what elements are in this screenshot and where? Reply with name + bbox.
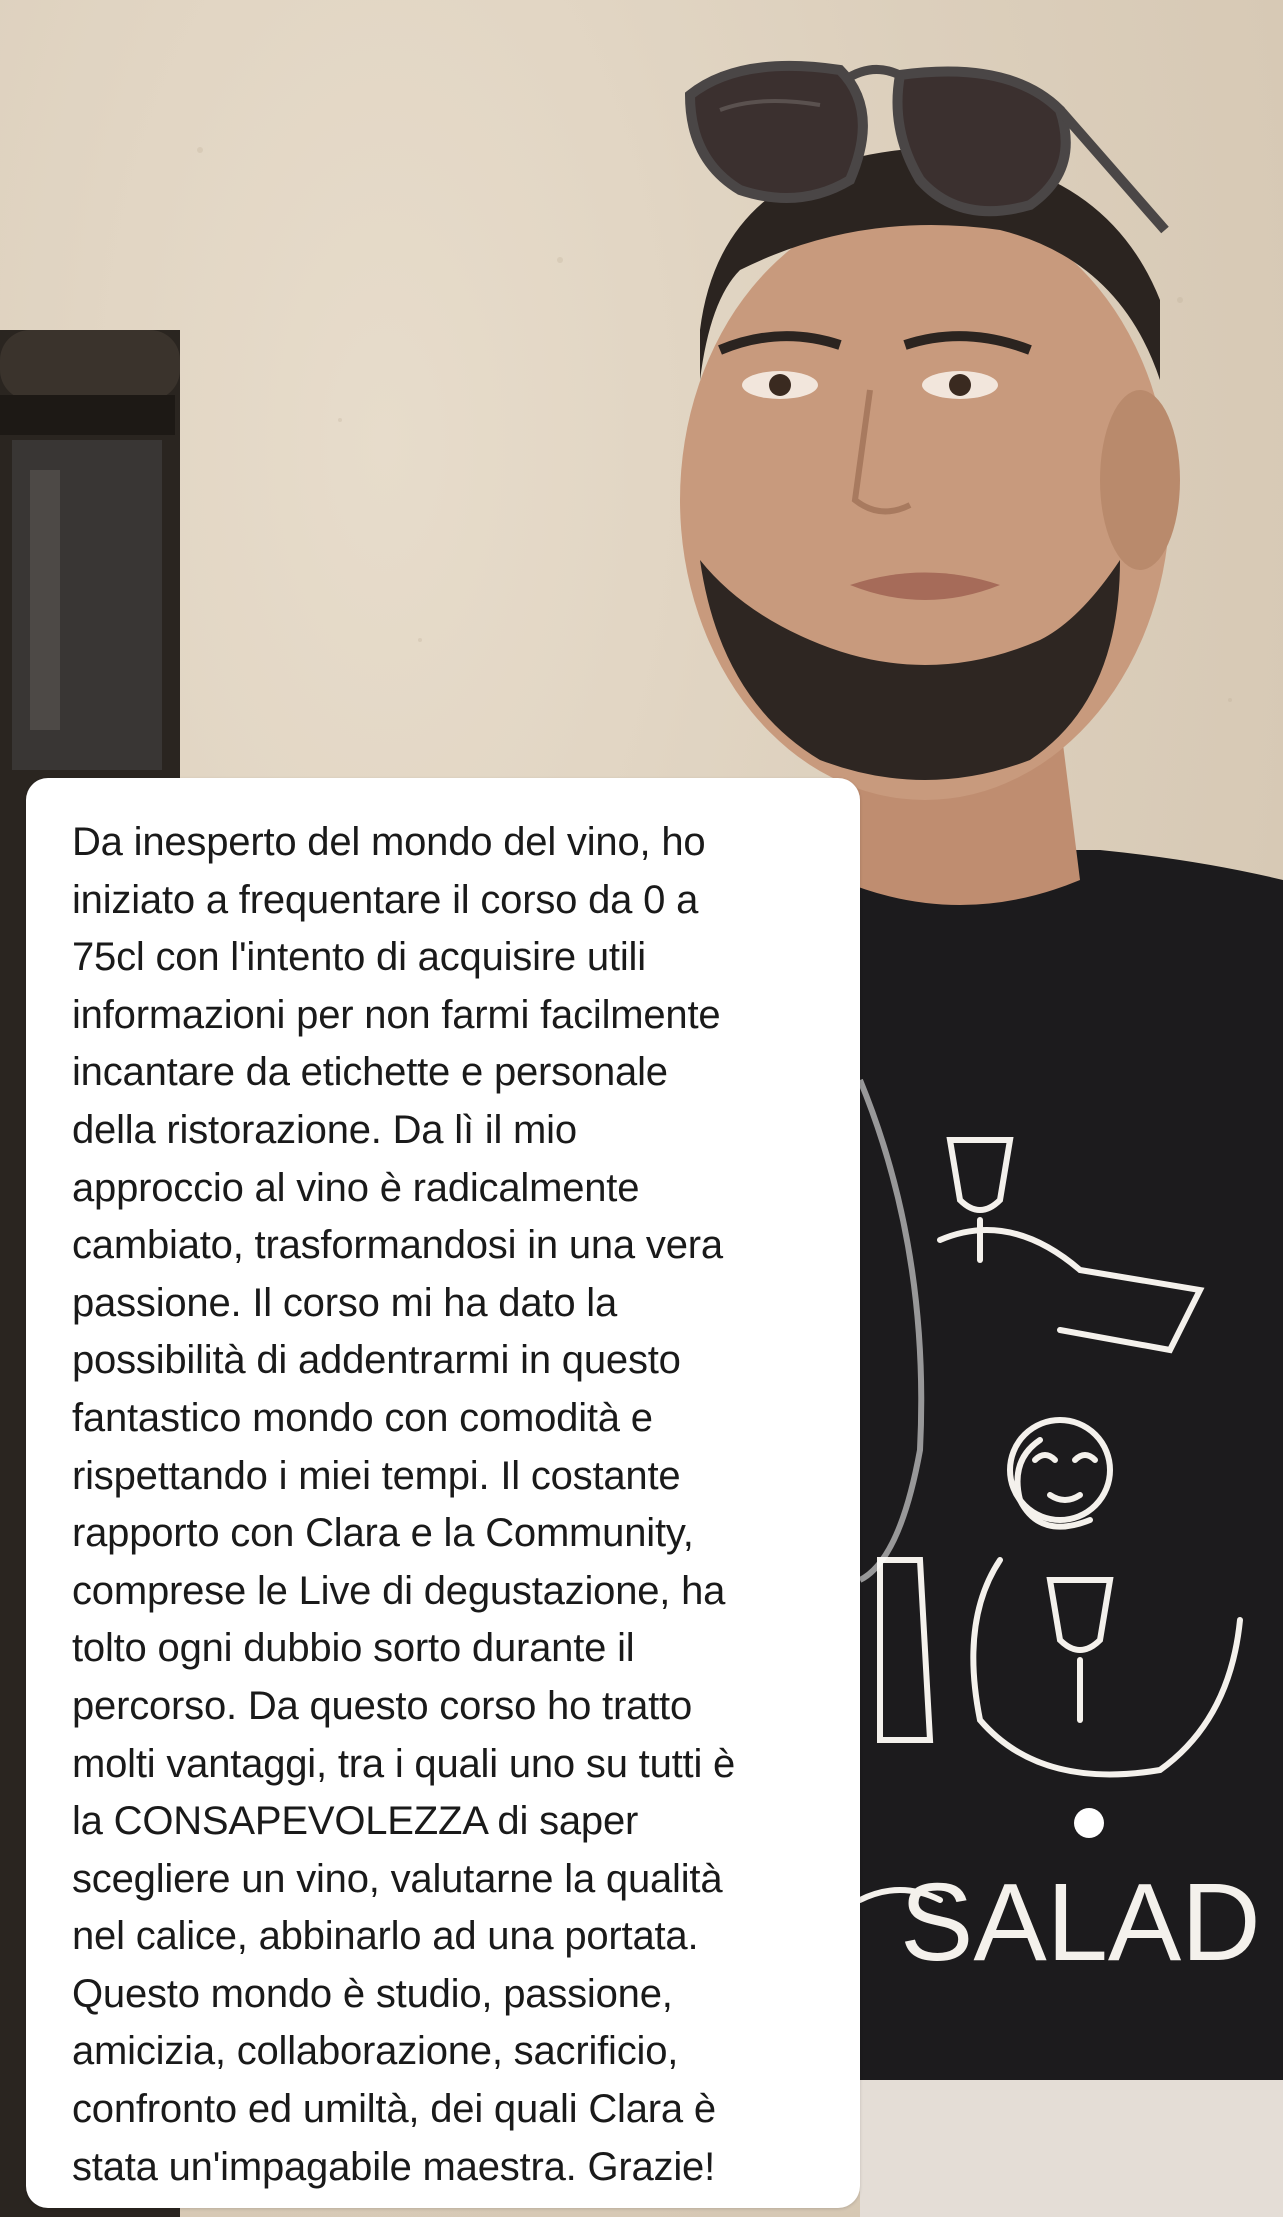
testimonial-text: Da inesperto del mondo del vino, ho iniziato a frequentare il corso da 0 a 75cl con l'intento di acquisire utili informazioni per non farmi facilmente incantare da etichette e personale della ristorazione. Da lì il mio approccio al vino è radicalmente cambiato, trasformandosi in una vera passione. Il corso mi ha dato la possibilità di addentrarmi in questo fantastico mondo con comodità e rispettando i miei tempi. Il costante rapporto con Clara e la Community, comprese le Live di degustazione, ha tolto ogni dubbio sorto durante il percorso. Da questo corso ho tratto molti vantaggi, tra i quali uno su tutti è la CONSAPEVOLEZZA di saper scegliere un vino, valutarne la qualità nel calice, abbinarlo ad una portata. Questo mondo è studio, passione, amicizia, collaborazione, sacrificio, confronto ed umiltà, dei quali Clara è stata un'impagabile maestra. Grazie! (72, 820, 736, 2189)
testimonial-text-card (26, 778, 860, 2208)
white-dot-sticker (1074, 1808, 1104, 1838)
shirt-print-text: SALAD (900, 1861, 1261, 1984)
